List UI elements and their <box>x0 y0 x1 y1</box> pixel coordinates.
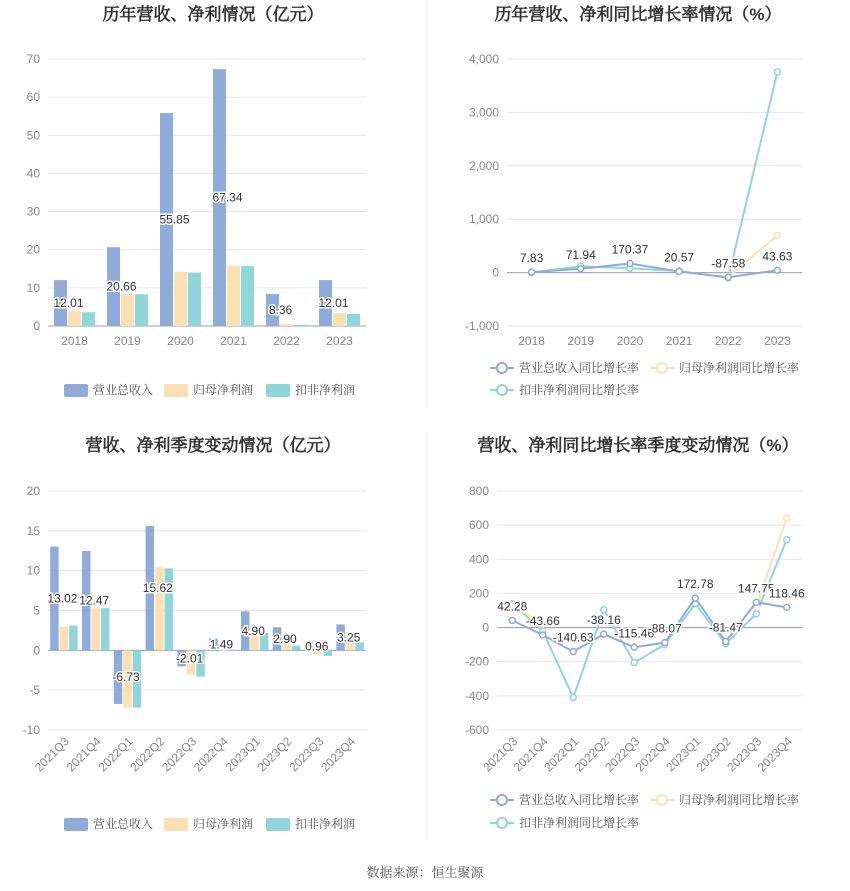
x-tick-label: 2023Q4 <box>754 734 795 775</box>
legend-swatch <box>64 384 88 397</box>
bar-net-profit <box>155 567 163 651</box>
y-tick-label: -1,000 <box>464 319 499 333</box>
data-label: -6.73 <box>112 670 140 685</box>
data-label: 43.63 <box>762 249 793 264</box>
bar-net-profit <box>227 266 240 326</box>
y-tick-label: 1,000 <box>468 212 499 227</box>
x-tick-label: 2023Q2 <box>254 734 295 775</box>
legend-label: 营业总收入同比增长率 <box>519 361 640 375</box>
data-label: -140.63 <box>552 630 594 645</box>
data-label: -2.01 <box>175 651 204 666</box>
data-label: 8.36 <box>268 303 293 318</box>
legend-label: 扣非净利润 <box>295 383 356 397</box>
bar-deducted-profit <box>347 314 360 326</box>
series-point <box>662 640 668 646</box>
data-label: -87.58 <box>711 256 746 271</box>
bar-net-profit <box>68 311 81 326</box>
y-tick-label: 0 <box>33 643 40 658</box>
x-tick-label: 2023 <box>326 334 353 348</box>
legend-marker <box>657 363 667 373</box>
series-point <box>627 261 633 267</box>
legend-label: 扣非净利润 <box>295 817 356 831</box>
y-tick-label: -200 <box>464 654 489 669</box>
chart-title: 营收、净利同比增长率季度变动情况（%） <box>477 436 799 455</box>
legend-label: 归母净利润 <box>193 817 254 831</box>
bar-deducted-profit <box>241 266 254 326</box>
y-tick-label: 10 <box>26 563 40 578</box>
y-tick-label: 4,000 <box>468 52 499 66</box>
legend-marker <box>497 363 507 373</box>
legend-swatch <box>266 818 290 831</box>
bar-deducted-profit <box>82 312 95 326</box>
series-point <box>692 595 698 601</box>
x-tick-label: 2020 <box>167 334 194 348</box>
y-tick-label: -600 <box>464 723 489 737</box>
series-point <box>540 632 546 638</box>
x-tick-label: 2023Q4 <box>318 734 359 775</box>
legend-swatch <box>164 384 188 397</box>
y-tick-label: 600 <box>468 518 489 533</box>
x-tick-label: 2021 <box>220 334 247 348</box>
legend-label: 营业总收入同比增长率 <box>519 793 640 807</box>
bar-deducted-profit <box>188 273 201 326</box>
bar-deducted-profit <box>69 626 77 651</box>
chart-annual-bar <box>27 4 366 397</box>
x-tick-label: 2022 <box>273 334 300 348</box>
data-label: 118.46 <box>768 586 805 601</box>
series-point <box>774 232 780 238</box>
y-tick-label: 0 <box>482 620 489 635</box>
chart-title: 历年营收、净利同比增长率情况（%） <box>494 5 782 24</box>
y-tick-label: 200 <box>468 586 489 601</box>
y-tick-label: 0 <box>492 265 499 280</box>
data-source-footer: 数据来源：恒生聚源 <box>366 865 484 880</box>
legend-marker <box>497 385 507 395</box>
series-line <box>512 518 787 624</box>
y-tick-label: 3,000 <box>468 105 499 120</box>
bar-net-profit <box>174 272 187 326</box>
data-label: 172.78 <box>676 577 714 592</box>
data-label: -43.66 <box>525 614 560 629</box>
data-label: 147.75 <box>737 581 775 596</box>
y-tick-label: 15 <box>26 523 40 538</box>
legend-label: 归母净利润 <box>193 383 254 397</box>
x-tick-label: 2022Q4 <box>190 734 232 775</box>
y-tick-label: 5 <box>33 603 40 618</box>
series-point <box>509 617 515 623</box>
x-tick-label: 2022Q1 <box>541 734 582 775</box>
x-tick-label: 2021Q4 <box>510 734 551 775</box>
bar-net-profit <box>280 324 293 326</box>
x-tick-label: 2018 <box>61 334 88 348</box>
y-tick-label: 20 <box>26 242 40 257</box>
y-tick-label: 60 <box>26 90 40 105</box>
data-label: 67.34 <box>212 190 243 205</box>
x-tick-label: 2022Q2 <box>571 734 612 775</box>
data-label: 0.96 <box>305 639 329 654</box>
y-tick-label: -5 <box>29 683 40 698</box>
data-label: -88.07 <box>647 621 682 636</box>
bar-net-profit <box>333 313 346 326</box>
series-point <box>784 604 790 610</box>
data-label: 13.02 <box>47 591 78 606</box>
data-label: -81.47 <box>708 620 743 635</box>
x-tick-label: 2022Q3 <box>602 734 643 775</box>
data-label: 55.85 <box>159 212 190 227</box>
chart-annual-line <box>465 4 802 397</box>
legend-label: 营业总收入 <box>93 383 154 397</box>
x-tick-label: 2023Q1 <box>222 734 263 775</box>
x-tick-label: 2022Q3 <box>159 734 200 775</box>
x-tick-label: 2019 <box>114 334 141 348</box>
legend-marker <box>497 795 507 805</box>
y-tick-label: -400 <box>464 688 489 703</box>
bar-net-profit <box>60 626 68 650</box>
y-tick-label: 30 <box>26 204 40 219</box>
data-label: 3.25 <box>336 630 361 645</box>
chart-quarter-line <box>465 435 805 830</box>
data-label: 20.66 <box>106 279 137 294</box>
data-label: 12.47 <box>79 593 110 608</box>
x-tick-label: 2022Q4 <box>632 734 673 775</box>
bar-deducted-profit <box>101 608 109 650</box>
series-point <box>601 607 607 613</box>
x-tick-label: 2023Q3 <box>724 734 765 775</box>
series-point <box>578 266 584 272</box>
series-point <box>784 537 790 543</box>
data-label: 42.28 <box>497 599 528 614</box>
legend-label: 扣非净利润同比增长率 <box>519 383 640 397</box>
data-label: 1.49 <box>209 637 234 652</box>
series-point <box>723 638 729 644</box>
legend-swatch <box>266 384 290 397</box>
data-label: -115.46 <box>614 626 655 641</box>
bar-deducted-profit <box>135 294 148 326</box>
legend-swatch <box>64 818 88 831</box>
bar-deducted-profit <box>292 646 300 651</box>
data-label: -38.16 <box>586 613 621 628</box>
x-tick-label: 2021Q3 <box>31 734 73 775</box>
legend-label: 扣非净利润同比增长率 <box>519 816 640 830</box>
y-tick-label: 40 <box>26 166 40 181</box>
legend-marker <box>657 795 667 805</box>
x-tick-label: 2023 <box>764 334 791 348</box>
series-point <box>570 649 576 655</box>
series-point <box>774 69 780 75</box>
data-label: 7.83 <box>519 251 544 266</box>
y-tick-label: 2,000 <box>468 158 499 173</box>
series-point <box>774 267 780 273</box>
chart-title: 营收、净利季度变动情况（亿元） <box>85 436 341 455</box>
series-point <box>601 631 607 637</box>
series-point <box>631 660 637 666</box>
x-tick-label: 2022Q2 <box>127 734 168 775</box>
y-tick-label: 400 <box>468 552 489 567</box>
x-tick-label: 2023Q2 <box>693 734 734 775</box>
x-tick-label: 2020 <box>616 334 644 348</box>
y-tick-label: 70 <box>26 52 40 66</box>
series-point <box>784 515 790 521</box>
x-tick-label: 2021Q3 <box>480 734 521 775</box>
x-tick-label: 2022 <box>714 334 742 348</box>
x-tick-label: 2021Q4 <box>63 734 104 775</box>
data-label: 15.62 <box>142 581 173 596</box>
bar-net-profit <box>121 294 134 326</box>
legend-label: 归母净利润同比增长率 <box>679 793 800 807</box>
data-label: 12.01 <box>318 296 349 311</box>
x-tick-label: 2022Q1 <box>95 734 136 775</box>
data-label: 12.01 <box>53 296 84 311</box>
series-point <box>753 611 759 617</box>
chart-quarter-bar <box>23 435 366 831</box>
bar-deducted-profit <box>294 325 307 326</box>
legend-label: 营业总收入 <box>93 817 154 831</box>
data-label: 170.37 <box>611 242 649 257</box>
data-label: 20.57 <box>664 250 695 265</box>
legend-marker <box>497 818 507 828</box>
y-tick-label: 20 <box>26 484 40 498</box>
x-tick-label: 2019 <box>567 334 595 348</box>
x-tick-label: 2018 <box>518 334 545 348</box>
legend-label: 归母净利润同比增长率 <box>679 361 800 375</box>
y-tick-label: -10 <box>22 723 40 737</box>
series-point <box>725 274 731 280</box>
series-point <box>676 269 682 275</box>
bar-net-profit <box>91 608 99 650</box>
x-tick-label: 2023Q3 <box>286 734 327 775</box>
y-tick-label: 10 <box>26 280 40 295</box>
y-tick-label: 800 <box>468 484 489 498</box>
series-point <box>631 644 637 650</box>
data-label: 71.94 <box>565 247 596 262</box>
data-label: 4.90 <box>241 623 265 638</box>
legend-swatch <box>164 818 188 831</box>
series-point <box>753 599 759 605</box>
data-label: 2.90 <box>273 631 297 646</box>
x-tick-label: 2021 <box>665 334 693 348</box>
chart-title: 历年营收、净利情况（亿元） <box>102 5 324 24</box>
x-tick-label: 2023Q1 <box>663 734 704 775</box>
series-point <box>529 269 535 275</box>
series-point <box>570 695 576 701</box>
y-tick-label: 50 <box>26 128 40 143</box>
y-tick-label: 0 <box>33 319 40 333</box>
